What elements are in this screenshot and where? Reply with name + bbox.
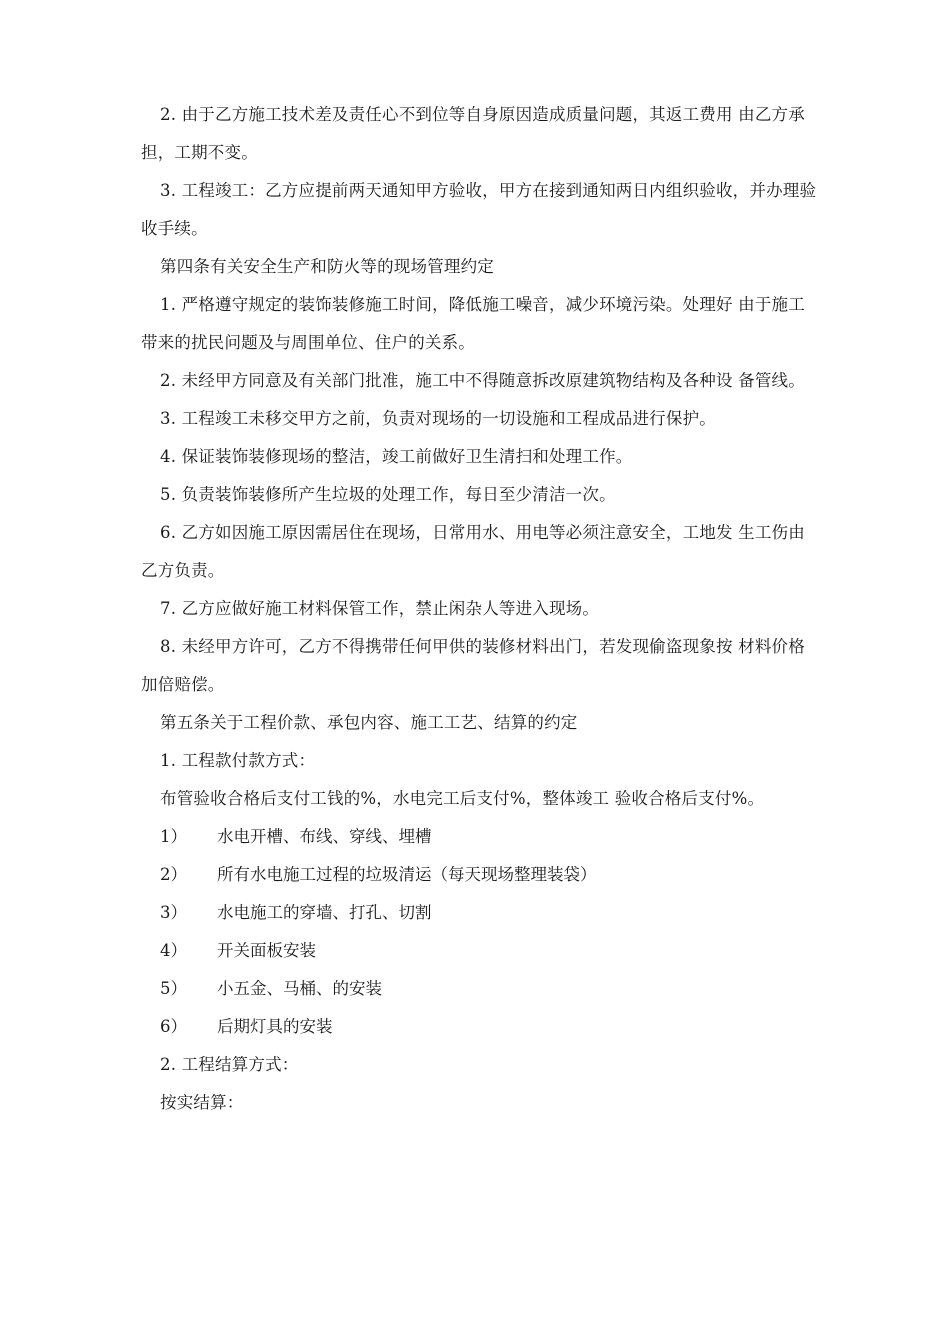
list-item-number: 4） (160, 941, 187, 960)
list-item-text: 所有水电施工过程的垃圾清运（每天现场整理装袋） (217, 865, 597, 884)
list-item (141, 932, 821, 970)
paragraph: 按实结算： (160, 1093, 244, 1112)
list-item-number: 6） (160, 1017, 187, 1036)
paragraph: 1. 严格遵守规定的装饰装修施工时间，降低施工噪音，减少环境污染。处理好 由于施工带来的扰民问题及与周围单位、住户的关系。 (141, 295, 805, 352)
list-item (141, 970, 821, 1008)
paragraph: 4. 保证装饰装修现场的整洁，竣工前做好卫生清扫和处理工作。 (160, 447, 633, 466)
list-item-text: 开关面板安装 (217, 941, 316, 960)
paragraph: 5. 负责装饰装修所产生垃圾的处理工作，每日至少清洁一次。 (160, 485, 616, 504)
paragraph: 布管验收合格后支付工钱的%，水电完工后支付%，整体竣工 验收合格后支付%。 (160, 789, 765, 808)
list-item-text: 小五金、马桶、的安装 (217, 979, 382, 998)
list-item-text: 水电施工的穿墙、打孔、切割 (217, 903, 432, 922)
list-item (141, 894, 821, 932)
paragraph: 6. 乙方如因施工原因需居住在现场，日常用水、用电等必须注意安全，工地发 生工伤由乙方负责。 (141, 523, 805, 580)
list-item-text: 后期灯具的安装 (217, 1017, 333, 1036)
list-item-number: 5） (160, 979, 187, 998)
section-heading: 第四条有关安全生产和防火等的现场管理约定 (160, 257, 494, 276)
list-item (141, 856, 821, 894)
paragraph: 2. 未经甲方同意及有关部门批准，施工中不得随意拆改原建筑物结构及各种设 备管线。 (160, 371, 805, 390)
paragraph: 3. 工程竣工未移交甲方之前，负责对现场的一切设施和工程成品进行保护。 (160, 409, 716, 428)
list-item (141, 818, 821, 856)
section-heading: 第五条关于工程价款、承包内容、施工工艺、结算的约定 (160, 713, 578, 732)
paragraph: 2. 由于乙方施工技术差及责任心不到位等自身原因造成质量问题，其返工费用 由乙方承担，工期不变。 (141, 105, 805, 162)
paragraph: 2. 工程结算方式： (160, 1055, 299, 1074)
list-item-number: 1） (160, 827, 187, 846)
list-item-number: 3） (160, 903, 187, 922)
list-item-number: 2） (160, 865, 187, 884)
list-item (141, 1008, 821, 1046)
paragraph: 1. 工程款付款方式： (160, 751, 316, 770)
paragraph: 7. 乙方应做好施工材料保管工作，禁止闲杂人等进入现场。 (160, 599, 600, 618)
paragraph: 3. 工程竣工：乙方应提前两天通知甲方验收，甲方在接到通知两日内组织验收，并办理验收手续。 (141, 181, 817, 238)
list-item-text: 水电开槽、布线、穿线、埋槽 (217, 827, 432, 846)
document-body (141, 96, 821, 1122)
paragraph: 8. 未经甲方许可，乙方不得携带任何甲供的装修材料出门，若发现偷盗现象按 材料价格加倍赔偿。 (141, 637, 805, 694)
